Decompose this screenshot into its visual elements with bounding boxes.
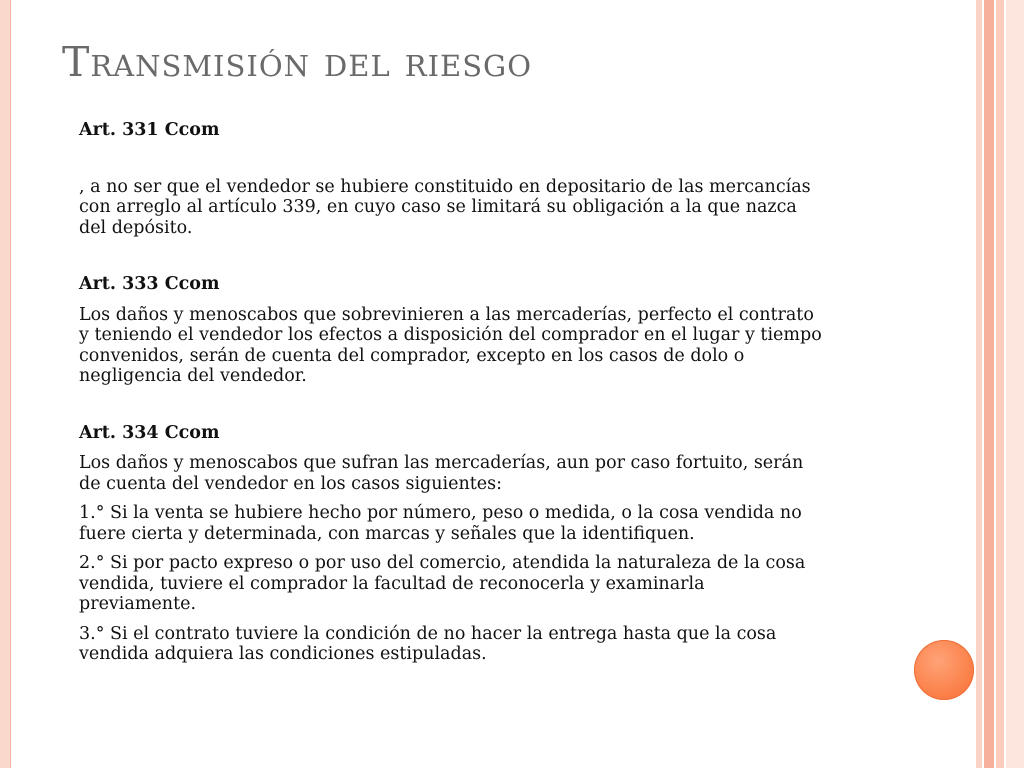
- article-334-intro: [79, 453, 909, 494]
- text-line: previamente.: [79, 594, 197, 614]
- article-334-heading: Art. 334 Ccom: [79, 422, 220, 443]
- right-border-stripe: [1006, 0, 1024, 768]
- text-line: vendida adquiera las condiciones estipuladas.: [79, 644, 487, 664]
- text-line: 2.° Si por pacto expreso o por uso del comercio, atendida la naturaleza de la cosa: [79, 553, 806, 573]
- text-line: Los daños y menoscabos que sufran las mercaderías, aun por caso fortuito, serán: [79, 453, 804, 473]
- text-line: y teniendo el vendedor los efectos a disposición del comprador en el lugar y tiempo: [79, 325, 822, 345]
- decorative-orange-circle: [914, 640, 974, 700]
- right-border-stripe: [984, 0, 994, 768]
- article-331-heading: Art. 331 Ccom: [79, 120, 220, 140]
- text-line: del depósito.: [79, 217, 193, 238]
- text-line: Los daños y menoscabos que sobrevinieren a las mercaderías, perfecto el contrato: [79, 304, 814, 325]
- text-line: , a no ser que el vendedor se hubiere constituido en depositario de las mercancías: [79, 176, 811, 197]
- text-line: de cuenta del vendedor en los casos siguientes:: [79, 473, 503, 494]
- text-line: 3.° Si el contrato tuviere la condición de no hacer la entrega hasta que la cosa: [79, 623, 777, 644]
- text-line: 1.° Si la venta se hubiere hecho por número, peso o medida, o la cosa vendida no: [79, 503, 802, 523]
- text-line: fuere cierta y determinada, con marcas y señales que la identifiquen.: [79, 523, 695, 544]
- left-border-stripe: [0, 0, 11, 768]
- article-333-text: [79, 305, 909, 387]
- right-border-stripe: [976, 0, 982, 768]
- text-line: con arreglo al artículo 339, en cuyo caso se limitará su obligación a la que nazca: [79, 197, 797, 217]
- slide-title: Transmisión del riesgo: [62, 38, 532, 86]
- article-333-heading: Art. 333 Ccom: [79, 274, 220, 294]
- text-line: convenidos, serán de cuenta del comprador, excepto en los casos de dolo o: [79, 345, 745, 366]
- right-border-stripe: [996, 0, 1004, 768]
- slide-body: [79, 120, 909, 665]
- article-334-item-3: [79, 624, 909, 665]
- article-331-text: [79, 177, 909, 239]
- text-line: vendida, tuviere el comprador la facultad de reconocerla y examinarla: [79, 573, 705, 594]
- text-line: negligencia del vendedor.: [79, 366, 307, 386]
- article-334-item-2: [79, 553, 909, 615]
- article-334-item-1: [79, 503, 909, 544]
